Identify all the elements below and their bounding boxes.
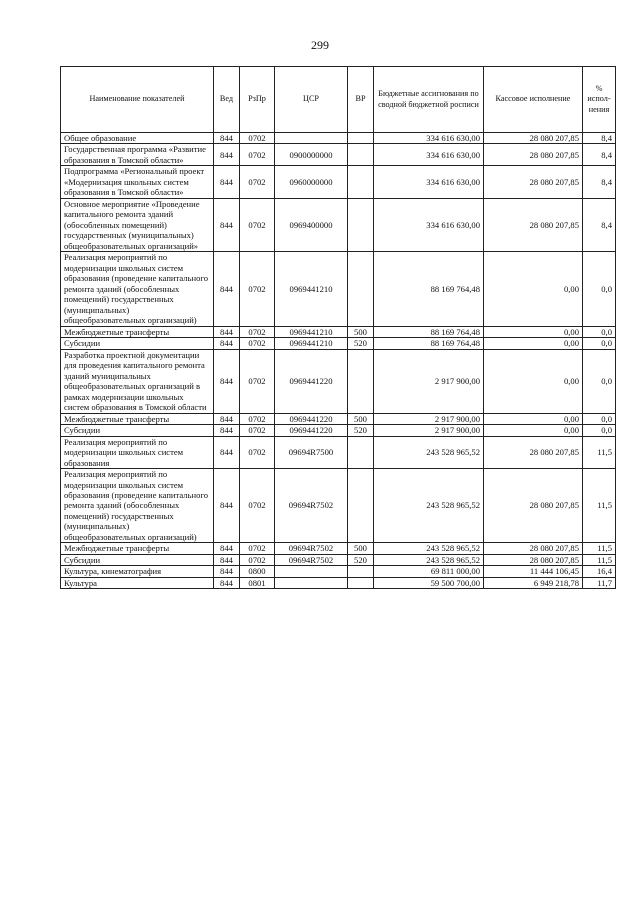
cell-pct: 0,0 <box>583 413 616 424</box>
cell-budget: 59 500 700,00 <box>374 577 484 588</box>
cell-csr <box>275 133 348 144</box>
table-row <box>61 566 616 577</box>
cell-name: Реализация мероприятий по модернизации школьных систем образования <box>61 436 214 468</box>
cell-name: Общее образование <box>61 133 214 144</box>
cell-pct: 0,0 <box>583 349 616 413</box>
table-row <box>61 144 616 166</box>
table-row <box>61 338 616 349</box>
page-number: 299 <box>311 38 329 52</box>
cell-cash: 6 949 218,78 <box>484 577 583 588</box>
cell-budget: 88 169 764,48 <box>374 252 484 326</box>
cell-name: Основное мероприятие «Проведение капитального ремонта зданий (обособленных помещений) государственных (муниципальных) общеобразовательных организаций» <box>61 198 214 251</box>
cell-csr <box>275 577 348 588</box>
cell-vr: 520 <box>348 338 374 349</box>
cell-ved: 844 <box>214 144 240 166</box>
cell-budget: 88 169 764,48 <box>374 326 484 337</box>
cell-rzpr: 0801 <box>240 577 275 588</box>
table-row <box>61 198 616 251</box>
table-header-row <box>61 67 616 133</box>
cell-name: Межбюджетные трансферты <box>61 326 214 337</box>
table-row <box>61 577 616 588</box>
table-row <box>61 349 616 413</box>
cell-name: Межбюджетные трансферты <box>61 543 214 554</box>
cell-pct: 8,4 <box>583 144 616 166</box>
cell-rzpr: 0702 <box>240 349 275 413</box>
table-row <box>61 436 616 468</box>
cell-vr <box>348 577 374 588</box>
cell-csr <box>275 566 348 577</box>
cell-pct: 0,0 <box>583 338 616 349</box>
cell-cash: 0,00 <box>484 349 583 413</box>
cell-pct: 11,5 <box>583 554 616 565</box>
header-name: Наименование показателей <box>61 67 214 133</box>
table-row <box>61 543 616 554</box>
cell-name: Субсидии <box>61 554 214 565</box>
cell-vr: 500 <box>348 413 374 424</box>
cell-name: Субсидии <box>61 425 214 436</box>
table-row <box>61 166 616 198</box>
cell-pct: 16,4 <box>583 566 616 577</box>
cell-pct: 8,4 <box>583 198 616 251</box>
cell-csr: 09694R7502 <box>275 543 348 554</box>
cell-vr <box>348 469 374 543</box>
cell-cash: 28 080 207,85 <box>484 144 583 166</box>
cell-csr: 0960000000 <box>275 166 348 198</box>
cell-name: Разработка проектной документации для проведения капитального ремонта зданий муниципальных общеобразовательных организаций в рамках модернизации школьных систем образования в Томской области <box>61 349 214 413</box>
cell-vr <box>348 198 374 251</box>
cell-vr: 500 <box>348 543 374 554</box>
cell-pct: 8,4 <box>583 133 616 144</box>
cell-csr: 0969441220 <box>275 425 348 436</box>
cell-rzpr: 0702 <box>240 543 275 554</box>
cell-csr: 09694R7502 <box>275 469 348 543</box>
cell-ved: 844 <box>214 413 240 424</box>
cell-rzpr: 0702 <box>240 413 275 424</box>
cell-ved: 844 <box>214 425 240 436</box>
cell-budget: 243 528 965,52 <box>374 469 484 543</box>
cell-pct: 0,0 <box>583 326 616 337</box>
cell-pct: 11,5 <box>583 543 616 554</box>
cell-rzpr: 0702 <box>240 198 275 251</box>
header-vr: ВР <box>348 67 374 133</box>
table-body <box>61 133 616 589</box>
cell-ved: 844 <box>214 198 240 251</box>
cell-budget: 334 616 630,00 <box>374 198 484 251</box>
cell-ved: 844 <box>214 252 240 326</box>
cell-budget: 334 616 630,00 <box>374 144 484 166</box>
cell-csr: 0969441210 <box>275 326 348 337</box>
cell-rzpr: 0702 <box>240 144 275 166</box>
cell-name: Культура <box>61 577 214 588</box>
cell-budget: 88 169 764,48 <box>374 338 484 349</box>
cell-vr <box>348 436 374 468</box>
budget-execution-table <box>60 66 616 589</box>
cell-budget: 243 528 965,52 <box>374 554 484 565</box>
cell-cash: 28 080 207,85 <box>484 133 583 144</box>
cell-name: Межбюджетные трансферты <box>61 413 214 424</box>
cell-vr <box>348 144 374 166</box>
cell-budget: 69 811 000,00 <box>374 566 484 577</box>
header-rzpr: РзПр <box>240 67 275 133</box>
cell-vr: 520 <box>348 554 374 565</box>
cell-budget: 2 917 900,00 <box>374 413 484 424</box>
header-csr: ЦСР <box>275 67 348 133</box>
table-row <box>61 554 616 565</box>
cell-rzpr: 0800 <box>240 566 275 577</box>
cell-name: Реализация мероприятий по модернизации школьных систем образования (проведение капитального ремонта зданий (обособленных помещений) государственных (муниципальных) общеобразовательных организаций) <box>61 469 214 543</box>
cell-ved: 844 <box>214 469 240 543</box>
cell-ved: 844 <box>214 436 240 468</box>
table-row <box>61 133 616 144</box>
cell-csr: 09694R7500 <box>275 436 348 468</box>
cell-ved: 844 <box>214 577 240 588</box>
table-row <box>61 425 616 436</box>
cell-pct: 11,7 <box>583 577 616 588</box>
cell-vr <box>348 349 374 413</box>
cell-cash: 28 080 207,85 <box>484 436 583 468</box>
cell-name: Государственная программа «Развитие образования в Томской области» <box>61 144 214 166</box>
header-budget: Бюджетные ассигнования по сводной бюджетной росписи <box>374 67 484 133</box>
cell-vr <box>348 566 374 577</box>
cell-ved: 844 <box>214 133 240 144</box>
cell-cash: 28 080 207,85 <box>484 554 583 565</box>
cell-cash: 0,00 <box>484 413 583 424</box>
cell-name: Подпрограмма «Региональный проект «Модернизация школьных систем образования в Томской области» <box>61 166 214 198</box>
cell-budget: 243 528 965,52 <box>374 543 484 554</box>
cell-ved: 844 <box>214 543 240 554</box>
cell-pct: 0,0 <box>583 425 616 436</box>
cell-rzpr: 0702 <box>240 338 275 349</box>
cell-ved: 844 <box>214 349 240 413</box>
cell-cash: 11 444 106,45 <box>484 566 583 577</box>
cell-rzpr: 0702 <box>240 252 275 326</box>
cell-budget: 334 616 630,00 <box>374 133 484 144</box>
cell-vr: 500 <box>348 326 374 337</box>
cell-cash: 28 080 207,85 <box>484 543 583 554</box>
cell-budget: 2 917 900,00 <box>374 425 484 436</box>
cell-ved: 844 <box>214 326 240 337</box>
table-row <box>61 326 616 337</box>
cell-csr: 0969441220 <box>275 349 348 413</box>
cell-ved: 844 <box>214 166 240 198</box>
cell-vr <box>348 252 374 326</box>
cell-cash: 0,00 <box>484 425 583 436</box>
cell-pct: 8,4 <box>583 166 616 198</box>
cell-rzpr: 0702 <box>240 326 275 337</box>
cell-name: Субсидии <box>61 338 214 349</box>
cell-name: Реализация мероприятий по модернизации школьных систем образования (проведение капитального ремонта зданий (обособленных помещений) государственных (муниципальных) общеобразовательных организаций) <box>61 252 214 326</box>
cell-cash: 0,00 <box>484 338 583 349</box>
cell-vr <box>348 166 374 198</box>
header-pct: % испол-нения <box>583 67 616 133</box>
cell-cash: 28 080 207,85 <box>484 166 583 198</box>
table-row <box>61 413 616 424</box>
cell-csr: 0900000000 <box>275 144 348 166</box>
cell-rzpr: 0702 <box>240 554 275 565</box>
header-cash: Кассовое исполнение <box>484 67 583 133</box>
cell-cash: 28 080 207,85 <box>484 469 583 543</box>
table-row <box>61 469 616 543</box>
cell-csr: 0969441220 <box>275 413 348 424</box>
cell-csr: 0969441210 <box>275 338 348 349</box>
cell-rzpr: 0702 <box>240 469 275 543</box>
cell-ved: 844 <box>214 566 240 577</box>
cell-budget: 334 616 630,00 <box>374 166 484 198</box>
cell-vr <box>348 133 374 144</box>
cell-pct: 11,5 <box>583 436 616 468</box>
cell-name: Культура, кинематография <box>61 566 214 577</box>
header-ved: Вед <box>214 67 240 133</box>
cell-budget: 2 917 900,00 <box>374 349 484 413</box>
cell-cash: 0,00 <box>484 252 583 326</box>
cell-pct: 0,0 <box>583 252 616 326</box>
cell-ved: 844 <box>214 554 240 565</box>
cell-rzpr: 0702 <box>240 425 275 436</box>
cell-pct: 11,5 <box>583 469 616 543</box>
cell-cash: 28 080 207,85 <box>484 198 583 251</box>
cell-csr: 0969400000 <box>275 198 348 251</box>
cell-ved: 844 <box>214 338 240 349</box>
cell-rzpr: 0702 <box>240 166 275 198</box>
cell-csr: 0969441210 <box>275 252 348 326</box>
cell-rzpr: 0702 <box>240 436 275 468</box>
cell-vr: 520 <box>348 425 374 436</box>
cell-csr: 09694R7502 <box>275 554 348 565</box>
cell-cash: 0,00 <box>484 326 583 337</box>
cell-budget: 243 528 965,52 <box>374 436 484 468</box>
cell-rzpr: 0702 <box>240 133 275 144</box>
table-row <box>61 252 616 326</box>
